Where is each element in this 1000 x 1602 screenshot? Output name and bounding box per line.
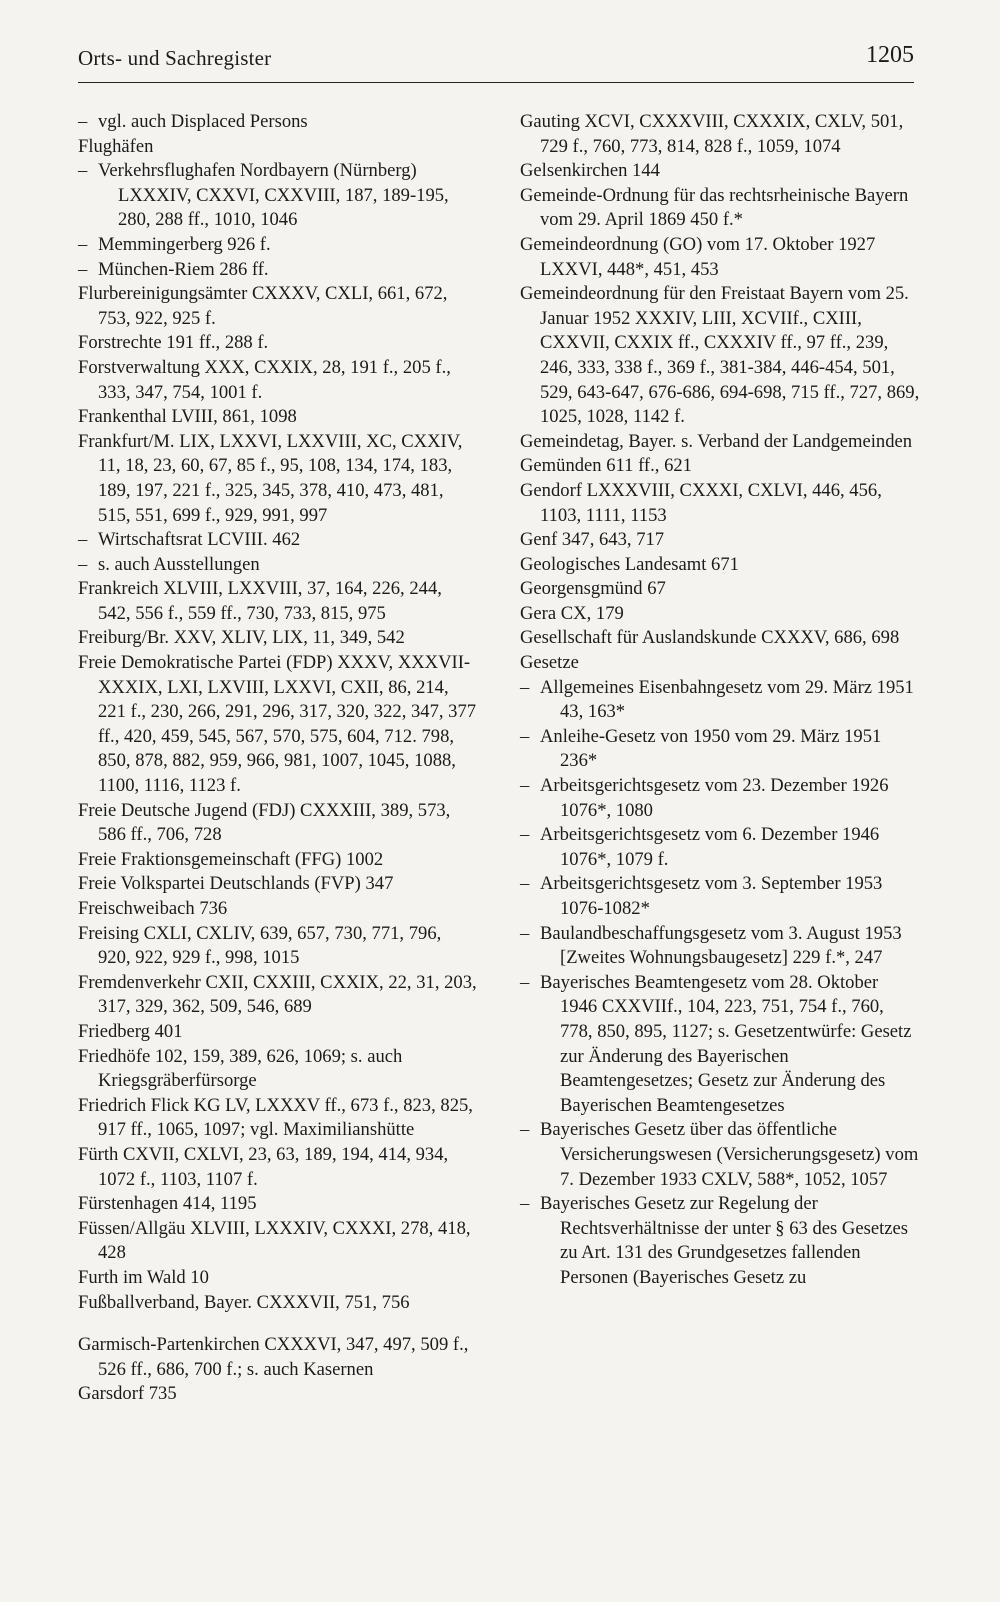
subentry-dash: – xyxy=(78,111,88,132)
entry-text: Anleihe-Gesetz von 1950 vom 29. März 1951 236* xyxy=(540,725,882,772)
entry-text: Friedberg 401 xyxy=(78,1020,183,1042)
subentry-dash: – xyxy=(520,824,530,846)
index-entry xyxy=(78,430,478,528)
index-entry xyxy=(78,1143,478,1192)
right-column xyxy=(520,110,920,1291)
entry-text: Arbeitsgerichtsgesetz vom 3. September 1953 1076-1082* xyxy=(540,873,883,919)
entry-text: Memmingerberg 926 f. xyxy=(98,233,271,255)
index-entry xyxy=(78,405,478,430)
entry-text: Wirtschaftsrat LCVIII. 462 xyxy=(98,529,301,551)
subentry-dash: – xyxy=(520,775,530,797)
index-entry xyxy=(78,651,478,799)
subentry-dash: – xyxy=(520,922,530,944)
page-number: 1205 xyxy=(866,42,914,68)
entry-text: Gemeindeordnung (GO) vom 17. Oktober 1927 LXXVI, 448*, 451, 453 xyxy=(520,233,876,280)
subentry-dash: – xyxy=(520,1119,530,1141)
index-entry xyxy=(78,356,478,405)
entry-text: Gemeinde-Ordnung für das rechtsrheinische Bayern vom 29. April 1869 450 f.* xyxy=(520,184,909,231)
index-entry xyxy=(78,577,478,626)
entry-text: Genf 347, 643, 717 xyxy=(520,529,665,551)
index-entry xyxy=(78,897,478,922)
index-subentry xyxy=(520,676,920,725)
subentry-dash: – xyxy=(520,725,530,747)
entry-text: Flughäfen xyxy=(78,135,154,157)
entry-text: Arbeitsgerichtsgesetz vom 23. Dezember 1926 1076*, 1080 xyxy=(540,775,889,821)
entry-text: Flurbereinigungsämter CXXXV, CXLI, 661, 672, 753, 922, 925 f. xyxy=(78,283,448,329)
entry-text: Freie Deutsche Jugend (FDJ) CXXXIII, 389, 573, 586 ff., 706, 728 xyxy=(78,799,451,846)
index-subentry xyxy=(520,1118,920,1192)
entry-text: vgl. auch Displaced Persons xyxy=(98,111,308,132)
entry-text: Baulandbeschaffungsgesetz vom 3. August 1953 [Zweites Wohnungsbaugesetz] 229 f.*, 247 xyxy=(540,922,902,969)
entry-text: Fußballverband, Bayer. CXXXVII, 751, 756 xyxy=(78,1291,410,1313)
index-entry xyxy=(78,1045,478,1094)
index-entry xyxy=(78,848,478,873)
entry-text: Forstrechte 191 ff., 288 f. xyxy=(78,332,269,354)
index-entry xyxy=(78,1192,478,1217)
index-entry xyxy=(520,159,920,184)
entry-text: Freiburg/Br. XXV, XLIV, LIX, 11, 349, 542 xyxy=(78,627,405,649)
subentry-dash: – xyxy=(78,160,88,182)
index-entry xyxy=(78,135,478,160)
subentry-dash: – xyxy=(520,971,530,993)
entry-text: Garmisch-Partenkirchen CXXXVI, 347, 497, 509 f., 526 ff., 686, 700 f.; s. auch Kasernen xyxy=(78,1334,469,1380)
entry-text: Gemeindetag, Bayer. s. Verband der Landgemeinden xyxy=(520,430,913,452)
entry-text: Gelsenkirchen 144 xyxy=(520,160,660,182)
index-entry xyxy=(520,651,920,676)
entry-text: Bayerisches Gesetz über das öffentliche Versicherungswesen (Versicherungsgesetz) vom 7. Dezember 1933 CXLV, 588*, 1052, 1057 xyxy=(540,1119,919,1190)
subentry-dash: – xyxy=(78,258,88,280)
index-entry xyxy=(78,922,478,971)
index-subentry xyxy=(78,258,478,283)
entry-text: Bayerisches Gesetz zur Regelung der Rechtsverhältnisse der unter § 63 des Gesetzes zu Art. 131 des Grundgesetzes fallenden Personen (Bayerisches Gesetz zu xyxy=(540,1193,909,1288)
subentry-dash: – xyxy=(520,676,530,698)
left-column xyxy=(78,110,478,1407)
entry-text: Garsdorf 735 xyxy=(78,1383,177,1405)
index-subentry xyxy=(520,872,920,921)
index-entry xyxy=(78,1020,478,1045)
index-subentry xyxy=(78,233,478,258)
index-entry xyxy=(520,553,920,578)
index-entry xyxy=(78,1333,478,1382)
index-subentry xyxy=(520,823,920,872)
running-header xyxy=(78,38,914,83)
entry-text: Friedhöfe 102, 159, 389, 626, 1069; s. auch Kriegsgräberfürsorge xyxy=(78,1045,403,1092)
entry-text: Verkehrsflughafen Nordbayern (Nürnberg) LXXXIV, CXXVI, CXXVIII, 187, 189-195, 280, 288 ff., 1010, 1046 xyxy=(98,160,449,231)
entry-text: Gemeindeordnung für den Freistaat Bayern vom 25. Januar 1952 XXXIV, LIII, XCVIIf., CXIII, CXXVII, CXXIX ff., CXXXIV ff., 97 ff., 239, 246, 333, 338 f., 369 f., 381-384, 446-454, 501, 529, 643-647, 676-686, 694-698, 715 ff., 727, 869, 1025, 1028, 1142 f. xyxy=(520,283,920,428)
entry-text: Furth im Wald 10 xyxy=(78,1266,209,1288)
index-entry xyxy=(520,430,920,455)
entry-gap xyxy=(78,1315,478,1333)
index-entry xyxy=(78,1291,478,1316)
entry-text: Forstverwaltung XXX, CXXIX, 28, 191 f., 205 f., 333, 347, 754, 1001 f. xyxy=(78,356,451,403)
index-subentry xyxy=(520,971,920,1119)
entry-text: Gesellschaft für Auslandskunde CXXXV, 686, 698 xyxy=(520,627,900,649)
entry-text: Freie Volkspartei Deutschlands (FVP) 347 xyxy=(78,873,394,895)
entry-text: Allgemeines Eisenbahngesetz vom 29. März 1951 43, 163* xyxy=(540,676,914,723)
entry-text: Geologisches Landesamt 671 xyxy=(520,553,739,575)
entry-text: Freie Demokratische Partei (FDP) XXXV, XXXVII-XXXIX, LXI, LXVIII, LXXVI, CXII, 86, 214, 221 f., 230, 266, 291, 296, 317, 320, 322, 347, 377 ff., 420, 459, 545, 567, 570, 575, 604, 712. 798, 850, 878, 882, 959, 966, 981, 1007, 1045, 1088, 1100, 1116, 1123 f. xyxy=(78,652,477,797)
index-entry xyxy=(78,799,478,848)
section-title: Orts- und Sachregister xyxy=(78,46,272,70)
entry-text: Freischweibach 736 xyxy=(78,898,228,919)
index-subentry xyxy=(78,159,478,233)
entry-text: Frankfurt/M. LIX, LXXVI, LXXVIII, XC, CXXIV, 11, 18, 23, 60, 67, 85 f., 95, 108, 134, 174, 183, 189, 197, 221 f., 325, 345, 378, 410, 473, 481, 515, 551, 699 f., 929, 991, 997 xyxy=(78,430,463,526)
index-subentry xyxy=(520,725,920,774)
index-entry xyxy=(78,1094,478,1143)
subentry-dash: – xyxy=(78,553,88,575)
entry-text: Fürth CXVII, CXLVI, 23, 63, 189, 194, 414, 934, 1072 f., 1103, 1107 f. xyxy=(78,1143,449,1190)
index-subentry xyxy=(520,922,920,971)
index-entry xyxy=(520,282,920,430)
index-entry xyxy=(78,872,478,897)
index-subentry xyxy=(78,528,478,553)
entry-text: Füssen/Allgäu XLVIII, LXXXIV, CXXXI, 278, 418, 428 xyxy=(78,1217,471,1264)
index-subentry xyxy=(520,774,920,823)
index-subentry xyxy=(78,110,478,135)
index-entry xyxy=(520,528,920,553)
index-subentry xyxy=(520,1192,920,1290)
entry-text: Freie Fraktionsgemeinschaft (FFG) 1002 xyxy=(78,848,384,870)
entry-text: München-Riem 286 ff. xyxy=(98,258,269,280)
subentry-dash: – xyxy=(78,233,88,255)
index-entry xyxy=(78,282,478,331)
entry-text: Friedrich Flick KG LV, LXXXV ff., 673 f., 823, 825, 917 ff., 1065, 1097; vgl. Maximilianshütte xyxy=(78,1094,473,1141)
entry-text: Gauting XCVI, CXXXVIII, CXXXIX, CXLV, 501, 729 f., 760, 773, 814, 828 f., 1059, 1074 xyxy=(520,111,904,157)
entry-text: Gesetze xyxy=(520,652,579,674)
subentry-dash: – xyxy=(520,873,530,895)
index-entry xyxy=(78,971,478,1020)
index-entry xyxy=(520,454,920,479)
entry-text: Frankenthal LVIII, 861, 1098 xyxy=(78,406,297,428)
entry-text: Georgensgmünd 67 xyxy=(520,578,666,600)
index-entry xyxy=(78,1217,478,1266)
subentry-dash: – xyxy=(78,529,88,551)
index-entry xyxy=(520,577,920,602)
entry-text: Bayerisches Beamtengesetz vom 28. Oktober 1946 CXXVIIf., 104, 223, 751, 754 f., 760, 778, 850, 895, 1127; s. Gesetzentwürfe: Gesetz zur Änderung des Bayerischen Beamtengesetzes; Gesetz zur Änderung des Bayerischen Beamtengesetzes xyxy=(540,971,912,1116)
entry-text: Fremdenverkehr CXII, CXXIII, CXXIX, 22, 31, 203, 317, 329, 362, 509, 546, 689 xyxy=(78,971,477,1018)
entry-text: Gemünden 611 ff., 621 xyxy=(520,455,692,477)
index-entry xyxy=(520,602,920,627)
index-entry xyxy=(520,626,920,651)
index-entry xyxy=(520,184,920,233)
index-entry xyxy=(520,110,920,159)
entry-text: s. auch Ausstellungen xyxy=(98,553,260,575)
index-entry xyxy=(78,626,478,651)
index-entry xyxy=(520,479,920,528)
entry-text: Gendorf LXXXVIII, CXXXI, CXLVI, 446, 456, 1103, 1111, 1153 xyxy=(520,479,882,526)
index-entry xyxy=(78,1266,478,1291)
subentry-dash: – xyxy=(520,1193,530,1215)
entry-text: Freising CXLI, CXLIV, 639, 657, 730, 771, 796, 920, 922, 929 f., 998, 1015 xyxy=(78,922,442,969)
index-subentry xyxy=(78,553,478,578)
entry-text: Fürstenhagen 414, 1195 xyxy=(78,1193,257,1215)
index-entry xyxy=(78,1382,478,1407)
entry-text: Frankreich XLVIII, LXXVIII, 37, 164, 226, 244, 542, 556 f., 559 ff., 730, 733, 815, 975 xyxy=(78,578,442,624)
entry-text: Gera CX, 179 xyxy=(520,602,624,624)
entry-text: Arbeitsgerichtsgesetz vom 6. Dezember 1946 1076*, 1079 f. xyxy=(540,824,880,870)
index-entry xyxy=(78,331,478,356)
index-entry xyxy=(520,233,920,282)
